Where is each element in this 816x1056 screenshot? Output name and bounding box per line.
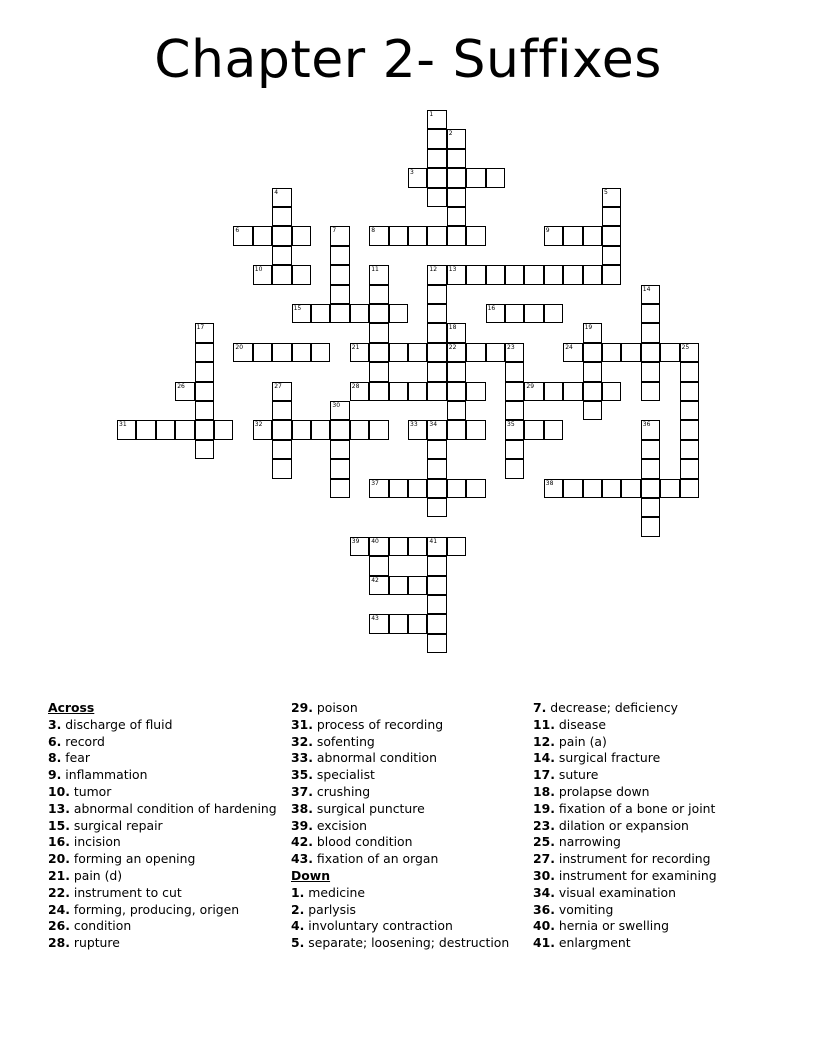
cell-number: 4 <box>274 188 279 196</box>
grid-cell[interactable] <box>369 382 388 401</box>
clue-item: 23. dilation or expansion <box>533 817 689 833</box>
grid-cell[interactable] <box>330 420 349 439</box>
grid-cell[interactable] <box>272 188 291 207</box>
clue-item: 1. medicine <box>291 884 366 900</box>
clue-item: 31. process of recording <box>291 716 444 732</box>
grid-cell[interactable] <box>292 343 311 362</box>
clue-item: 34. visual examination <box>533 884 676 900</box>
clue-item: 6. record <box>48 733 105 749</box>
grid-cell[interactable] <box>195 323 214 342</box>
grid-cell[interactable] <box>680 440 699 459</box>
grid-cell[interactable] <box>427 168 446 187</box>
grid-cell[interactable] <box>233 343 252 362</box>
grid-cell[interactable] <box>369 285 388 304</box>
grid-cell[interactable] <box>233 226 252 245</box>
clue-section-header: Across <box>48 700 95 715</box>
grid-cell[interactable] <box>621 479 640 498</box>
grid-cell[interactable] <box>680 420 699 439</box>
grid-cell[interactable] <box>427 576 446 595</box>
grid-cell[interactable] <box>427 556 446 575</box>
grid-cell[interactable] <box>389 304 408 323</box>
clue-item: 8. fear <box>48 750 90 766</box>
grid-cell[interactable] <box>602 246 621 265</box>
grid-cell[interactable] <box>369 323 388 342</box>
clue-item: 33. abnormal condition <box>291 750 437 766</box>
grid-cell[interactable] <box>311 343 330 362</box>
grid-cell[interactable] <box>505 343 524 362</box>
grid-cell[interactable] <box>544 265 563 284</box>
grid-cell[interactable] <box>427 304 446 323</box>
grid-cell[interactable] <box>602 265 621 284</box>
cell-number: 8 <box>371 227 376 235</box>
cell-number: 5 <box>604 188 608 196</box>
clue-column-1 <box>48 700 277 952</box>
grid-cell[interactable] <box>583 401 602 420</box>
clue-item: 4. involuntary contraction <box>291 918 453 934</box>
grid-cell[interactable] <box>641 285 660 304</box>
clue-item: 12. pain (a) <box>533 733 607 749</box>
clue-item: 39. excision <box>291 817 367 833</box>
cell-number: 20 <box>235 343 244 351</box>
grid-cell[interactable] <box>408 382 427 401</box>
grid-cell[interactable] <box>602 226 621 245</box>
grid-cell[interactable] <box>292 226 311 245</box>
grid-cell[interactable] <box>175 382 194 401</box>
grid-cell[interactable] <box>369 614 388 633</box>
grid-cell[interactable] <box>427 362 446 381</box>
grid-cell[interactable] <box>253 265 272 284</box>
grid-cell[interactable] <box>427 420 446 439</box>
grid-cell[interactable] <box>330 479 349 498</box>
clue-item: 19. fixation of a bone or joint <box>533 800 716 816</box>
clue-item: 2. parlysis <box>291 901 356 917</box>
grid-cell[interactable] <box>195 420 214 439</box>
clue-item: 28. rupture <box>48 935 120 951</box>
grid-cell[interactable] <box>544 226 563 245</box>
grid-cell[interactable] <box>641 498 660 517</box>
grid-cell[interactable] <box>117 420 136 439</box>
cell-number: 6 <box>235 227 240 235</box>
grid-cell[interactable] <box>389 343 408 362</box>
grid-cell[interactable] <box>486 265 505 284</box>
grid-cell[interactable] <box>311 420 330 439</box>
grid-cell[interactable] <box>408 537 427 556</box>
grid-cell[interactable] <box>602 382 621 401</box>
grid-cell[interactable] <box>447 265 466 284</box>
grid-cell[interactable] <box>389 537 408 556</box>
grid-cell[interactable] <box>447 420 466 439</box>
grid-cell[interactable] <box>563 226 582 245</box>
clue-item: 7. decrease; deficiency <box>533 700 678 715</box>
cell-number: 13 <box>448 266 457 274</box>
grid-cell[interactable] <box>253 226 272 245</box>
clue-item: 16. incision <box>48 834 121 850</box>
cell-number: 21 <box>351 343 360 351</box>
grid-cell[interactable] <box>447 226 466 245</box>
grid-cell[interactable] <box>505 459 524 478</box>
grid-cell[interactable] <box>350 537 369 556</box>
grid-cell[interactable] <box>486 343 505 362</box>
grid-cell[interactable] <box>466 168 485 187</box>
grid-cell[interactable] <box>427 479 446 498</box>
grid-cell[interactable] <box>447 382 466 401</box>
grid-cell[interactable] <box>583 226 602 245</box>
clue-item: 43. fixation of an organ <box>291 851 439 867</box>
grid-cell[interactable] <box>350 420 369 439</box>
grid-cell[interactable] <box>408 420 427 439</box>
cell-number: 18 <box>448 324 457 332</box>
clue-section-header: Down <box>291 867 331 883</box>
grid-cell[interactable] <box>466 226 485 245</box>
cell-number: 42 <box>371 576 379 584</box>
grid-cell[interactable] <box>195 382 214 401</box>
grid-cell[interactable] <box>272 343 291 362</box>
grid-cell[interactable] <box>505 440 524 459</box>
clue-item: 15. surgical repair <box>48 817 163 833</box>
grid-cell[interactable] <box>389 576 408 595</box>
grid-cell[interactable] <box>447 362 466 381</box>
cell-number: 37 <box>371 479 379 487</box>
clue-item: 11. disease <box>533 716 606 732</box>
grid-cell[interactable] <box>175 420 194 439</box>
grid-cell[interactable] <box>389 479 408 498</box>
grid-cell[interactable] <box>408 479 427 498</box>
grid-cell[interactable] <box>505 304 524 323</box>
clue-item: 9. inflammation <box>48 767 148 783</box>
clue-item: 32. sofenting <box>291 733 375 749</box>
grid-cell[interactable] <box>195 440 214 459</box>
grid-cell[interactable] <box>195 343 214 362</box>
clue-column-2 <box>291 700 509 952</box>
cell-number: 11 <box>371 266 379 274</box>
grid-cell[interactable] <box>369 556 388 575</box>
grid-cell[interactable] <box>330 246 349 265</box>
grid-cell[interactable] <box>621 343 640 362</box>
clue-item: 41. enlargment <box>533 935 631 951</box>
grid-cell[interactable] <box>563 343 582 362</box>
grid-cell[interactable] <box>330 459 349 478</box>
clue-item: 30. instrument for examining <box>533 867 717 883</box>
grid-cell[interactable] <box>680 362 699 381</box>
cell-number: 15 <box>293 305 302 312</box>
grid-cell[interactable] <box>602 479 621 498</box>
clue-item: 42. blood condition <box>291 834 413 850</box>
grid-cell[interactable] <box>369 576 388 595</box>
clue-item: 13. abnormal condition of hardening <box>48 800 277 816</box>
grid-cell[interactable] <box>524 420 543 439</box>
cell-number: 41 <box>429 537 438 545</box>
grid-cell[interactable] <box>369 362 388 381</box>
grid-cell[interactable] <box>544 304 563 323</box>
clue-item: 21. pain (d) <box>48 867 123 883</box>
grid-cell[interactable] <box>330 226 349 245</box>
grid-cell[interactable] <box>563 479 582 498</box>
grid-cell[interactable] <box>389 382 408 401</box>
grid-cell[interactable] <box>641 517 660 536</box>
grid-cell[interactable] <box>330 440 349 459</box>
grid-cell[interactable] <box>427 129 446 148</box>
clue-item: 20. forming an opening <box>48 851 196 867</box>
cell-number: 17 <box>196 324 205 332</box>
grid-cell[interactable] <box>544 479 563 498</box>
grid-cell[interactable] <box>408 614 427 633</box>
grid-cell[interactable] <box>641 362 660 381</box>
clue-item: 36. vomiting <box>533 901 614 917</box>
grid-cell[interactable] <box>350 304 369 323</box>
grid-cell[interactable] <box>292 304 311 323</box>
grid-cell[interactable] <box>427 440 446 459</box>
grid-cell[interactable] <box>563 382 582 401</box>
grid-cell[interactable] <box>408 343 427 362</box>
grid-cell[interactable] <box>427 343 446 362</box>
grid-cell[interactable] <box>350 382 369 401</box>
grid-cell[interactable] <box>272 246 291 265</box>
grid-cell[interactable] <box>680 401 699 420</box>
grid-cell[interactable] <box>369 304 388 323</box>
cell-number: 14 <box>642 285 651 293</box>
grid-cell[interactable] <box>272 440 291 459</box>
clue-column-3 <box>533 700 717 952</box>
clue-item: 24. forming, producing, origen <box>48 901 240 917</box>
grid-cell[interactable] <box>272 401 291 420</box>
grid-cell[interactable] <box>389 226 408 245</box>
grid-cell[interactable] <box>583 382 602 401</box>
cell-number: 29 <box>526 382 535 390</box>
grid-cell[interactable] <box>427 188 446 207</box>
grid-cell[interactable] <box>641 459 660 478</box>
grid-cell[interactable] <box>427 285 446 304</box>
grid-cell[interactable] <box>505 420 524 439</box>
grid-cell[interactable] <box>544 420 563 439</box>
cell-number: 38 <box>545 479 554 487</box>
grid-cell[interactable] <box>680 382 699 401</box>
grid-cell[interactable] <box>389 614 408 633</box>
cell-number: 35 <box>507 421 515 429</box>
grid-cell[interactable] <box>660 343 679 362</box>
grid-cell[interactable] <box>427 537 446 556</box>
grid-cell[interactable] <box>272 459 291 478</box>
grid-cell[interactable] <box>272 265 291 284</box>
cell-number: 33 <box>410 421 418 429</box>
grid-cell[interactable] <box>427 498 446 517</box>
grid-cell[interactable] <box>563 265 582 284</box>
grid-cell[interactable] <box>408 226 427 245</box>
grid-cell[interactable] <box>311 304 330 323</box>
grid-cell[interactable] <box>447 129 466 148</box>
grid-cell[interactable] <box>486 168 505 187</box>
cell-number: 27 <box>274 382 282 390</box>
cell-number: 12 <box>429 266 438 274</box>
grid-cell[interactable] <box>641 343 660 362</box>
clue-item: 26. condition <box>48 918 132 934</box>
clue-item: 25. narrowing <box>533 834 621 850</box>
clue-item: 17. suture <box>533 767 599 783</box>
cell-number: 30 <box>332 402 341 409</box>
grid-cell[interactable] <box>641 420 660 439</box>
grid-cell[interactable] <box>369 226 388 245</box>
grid-cell[interactable] <box>641 304 660 323</box>
grid-cell[interactable] <box>253 343 272 362</box>
grid-cell[interactable] <box>272 226 291 245</box>
cell-number: 25 <box>681 343 690 351</box>
cell-number: 9 <box>545 227 550 235</box>
grid-cell[interactable] <box>466 382 485 401</box>
grid-cell[interactable] <box>466 479 485 498</box>
grid-cell[interactable] <box>447 188 466 207</box>
grid-cell[interactable] <box>272 420 291 439</box>
grid-cell[interactable] <box>583 479 602 498</box>
grid-cell[interactable] <box>505 382 524 401</box>
grid-cell[interactable] <box>195 362 214 381</box>
grid-cell[interactable] <box>641 323 660 342</box>
grid-cell[interactable] <box>427 226 446 245</box>
grid-cell[interactable] <box>505 265 524 284</box>
cell-number: 43 <box>371 615 379 623</box>
cell-number: 26 <box>177 382 185 390</box>
cell-number: 16 <box>487 305 496 312</box>
grid-cell[interactable] <box>466 343 485 362</box>
grid-cell[interactable] <box>214 420 233 439</box>
grid-cell[interactable] <box>466 420 485 439</box>
grid-cell[interactable] <box>641 479 660 498</box>
grid-cell[interactable] <box>292 420 311 439</box>
grid-cell[interactable] <box>272 382 291 401</box>
grid-cell[interactable] <box>427 110 446 129</box>
clue-item: 27. instrument for recording <box>533 851 711 867</box>
clue-item: 14. surgical fracture <box>533 750 661 766</box>
grid-cell[interactable] <box>505 362 524 381</box>
grid-cell[interactable] <box>544 382 563 401</box>
clue-item: 40. hernia or swelling <box>533 918 669 934</box>
clue-item: 18. prolapse down <box>533 783 650 799</box>
cell-number: 7 <box>332 227 337 235</box>
grid-cell[interactable] <box>447 207 466 226</box>
grid-cell[interactable] <box>583 265 602 284</box>
grid-cell[interactable] <box>330 401 349 420</box>
grid-cell[interactable] <box>524 382 543 401</box>
grid-cell[interactable] <box>583 323 602 342</box>
clue-item: 29. poison <box>291 700 358 715</box>
grid-cell[interactable] <box>447 537 466 556</box>
grid-cell[interactable] <box>680 479 699 498</box>
grid-cell[interactable] <box>602 207 621 226</box>
grid-cell[interactable] <box>369 537 388 556</box>
grid-cell[interactable] <box>427 634 446 653</box>
grid-cell[interactable] <box>447 343 466 362</box>
grid-cell[interactable] <box>427 595 446 614</box>
grid-cell[interactable] <box>427 149 446 168</box>
cell-number: 34 <box>429 421 438 429</box>
grid-cell[interactable] <box>369 343 388 362</box>
grid-cell[interactable] <box>602 188 621 207</box>
cell-number: 3 <box>410 169 414 177</box>
clue-item: 5. separate; loosening; destruction <box>291 935 510 951</box>
puzzle-title: Chapter 2- Suffixes <box>154 30 662 90</box>
grid-cell[interactable] <box>524 265 543 284</box>
cell-number: 32 <box>254 421 263 429</box>
clue-item: 3. discharge of fluid <box>48 716 173 732</box>
cell-number: 31 <box>119 421 127 429</box>
grid-cell[interactable] <box>330 265 349 284</box>
grid-cell[interactable] <box>427 382 446 401</box>
cell-number: 23 <box>507 343 515 351</box>
cell-number: 10 <box>254 266 263 274</box>
grid-cell[interactable] <box>136 420 155 439</box>
grid-cell[interactable] <box>447 323 466 342</box>
grid-cell[interactable] <box>680 343 699 362</box>
grid-cell[interactable] <box>369 420 388 439</box>
clue-item: 10. tumor <box>48 783 112 799</box>
grid-cell[interactable] <box>447 479 466 498</box>
grid-cell[interactable] <box>427 323 446 342</box>
clue-item: 35. specialist <box>291 767 375 783</box>
clue-item: 22. instrument to cut <box>48 884 182 900</box>
cell-number: 36 <box>642 421 651 429</box>
grid-cell[interactable] <box>427 459 446 478</box>
grid-cell[interactable] <box>602 343 621 362</box>
grid-cell[interactable] <box>156 420 175 439</box>
grid-cell[interactable] <box>641 382 660 401</box>
grid-cell[interactable] <box>447 401 466 420</box>
grid-cell[interactable] <box>350 343 369 362</box>
clue-item: 38. surgical puncture <box>291 800 425 816</box>
grid-cell[interactable] <box>292 265 311 284</box>
cell-number: 2 <box>448 130 453 138</box>
grid-cell[interactable] <box>660 479 679 498</box>
grid-cell[interactable] <box>447 168 466 187</box>
clue-item: 37. crushing <box>291 783 371 799</box>
grid-cell[interactable] <box>524 304 543 323</box>
grid-cell[interactable] <box>427 265 446 284</box>
grid-cell[interactable] <box>369 479 388 498</box>
grid-cell[interactable] <box>330 304 349 323</box>
grid-cell[interactable] <box>272 207 291 226</box>
cell-number: 24 <box>565 343 573 351</box>
grid-cell[interactable] <box>330 285 349 304</box>
grid-cell[interactable] <box>369 265 388 284</box>
grid-cell[interactable] <box>505 401 524 420</box>
cell-number: 22 <box>448 343 457 351</box>
grid-cell[interactable] <box>486 304 505 323</box>
cell-number: 19 <box>584 324 593 332</box>
grid-cell[interactable] <box>427 614 446 633</box>
grid-cell[interactable] <box>408 576 427 595</box>
grid-cell[interactable] <box>466 265 485 284</box>
grid-cell[interactable] <box>583 362 602 381</box>
cell-number: 39 <box>351 537 360 545</box>
grid-cell[interactable] <box>641 440 660 459</box>
grid-cell[interactable] <box>253 420 272 439</box>
grid-cell[interactable] <box>408 168 427 187</box>
cell-number: 28 <box>351 382 360 390</box>
grid-cell[interactable] <box>195 401 214 420</box>
cell-number: 40 <box>371 537 379 545</box>
grid-cell[interactable] <box>583 343 602 362</box>
grid-cell[interactable] <box>447 149 466 168</box>
cell-number: 1 <box>429 111 434 118</box>
grid-cell[interactable] <box>680 459 699 478</box>
